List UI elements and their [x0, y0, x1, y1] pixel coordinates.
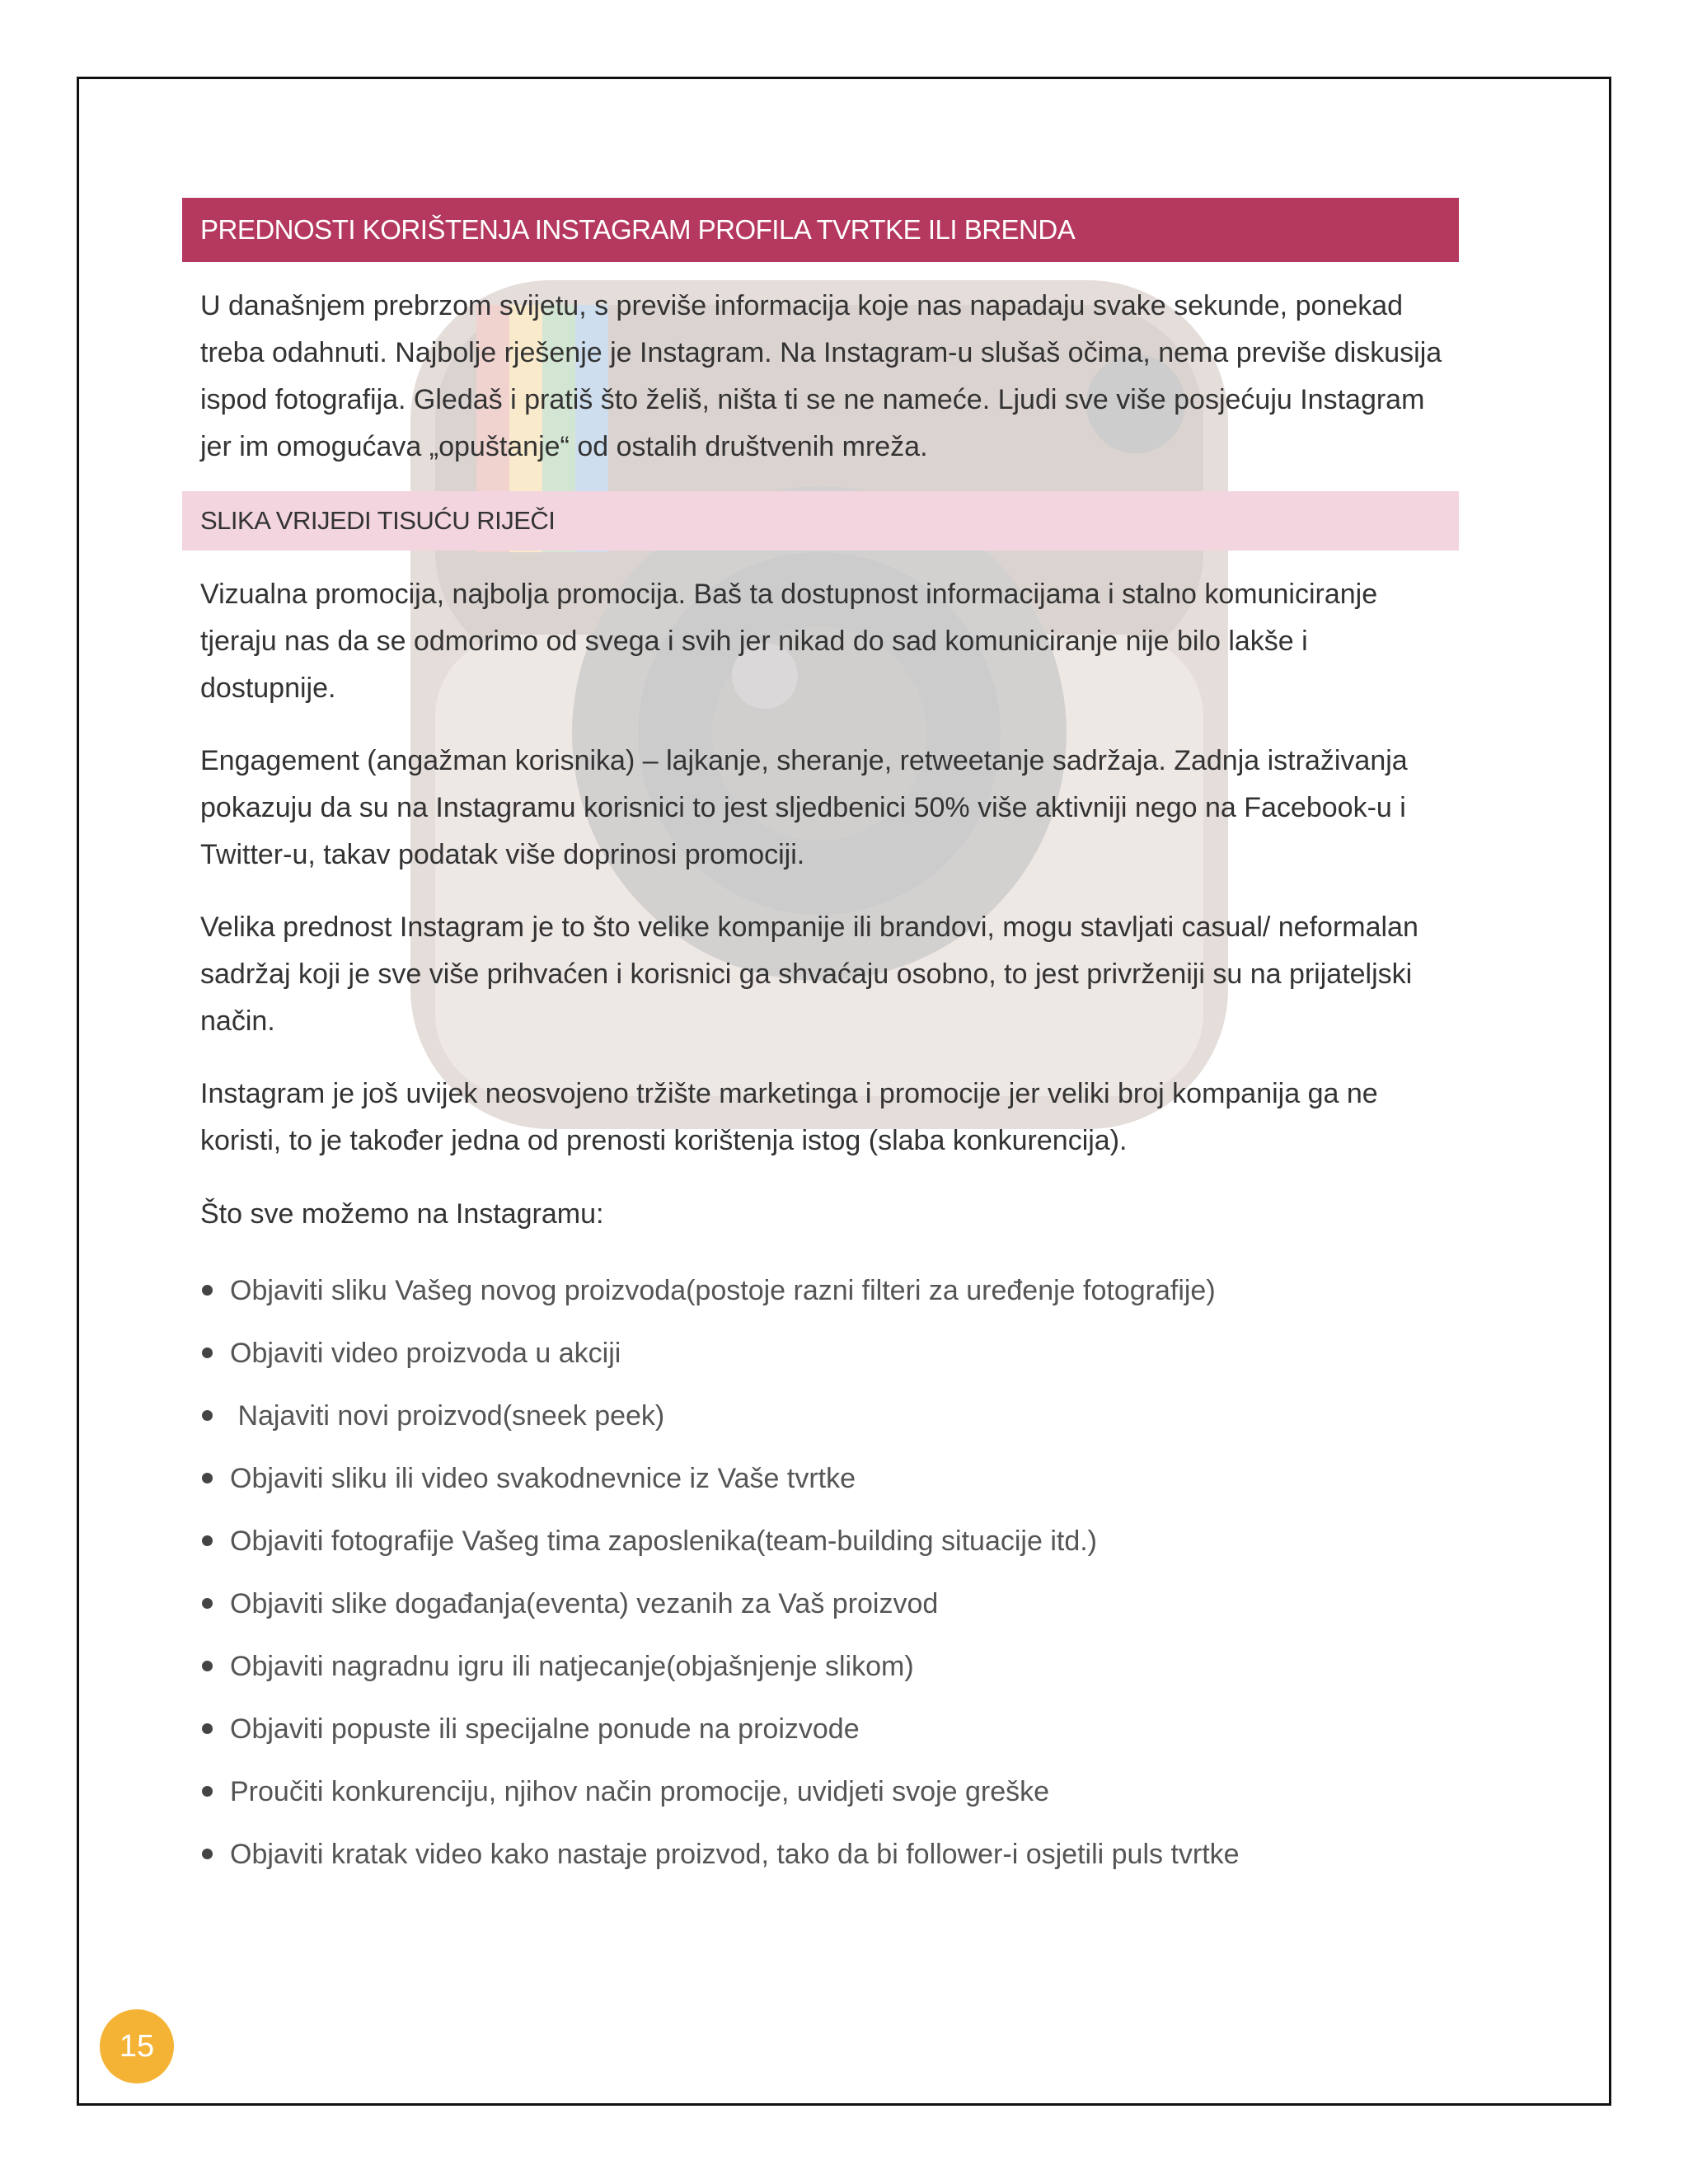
list-item	[200, 1510, 1459, 1572]
bullet-icon	[202, 1347, 213, 1358]
list-item	[200, 1635, 1459, 1698]
list-item	[200, 1572, 1459, 1635]
list-item	[200, 1698, 1459, 1760]
list-item-text: Objaviti kratak video kako nastaje proizvod, tako da bi follower-i osjetili puls tvrtke	[230, 1839, 1240, 1870]
list-item	[200, 1447, 1459, 1510]
bullet-icon	[202, 1535, 213, 1546]
bullet-list	[182, 1259, 1459, 1886]
list-item	[200, 1823, 1459, 1886]
list-item-text: Objaviti nagradnu igru ili natjecanje(objašnjenje slikom)	[230, 1651, 914, 1682]
paragraph-casual-content: Velika prednost Instagram je to što velike kompanije ili brandovi, mogu stavljati casual/ neformalan sadržaj koji je sve više prihvaćen i korisnici ga shvaćaju osobno, to jest privrženiji su na prijateljski način.	[200, 912, 1418, 1037]
bullet-icon	[202, 1473, 213, 1483]
list-item	[200, 1322, 1459, 1385]
section-subheading: SLIKA VRIJEDI TISUĆU RIJEČI	[182, 491, 1459, 551]
list-item-text: Objaviti popuste ili specijalne ponude na proizvode	[230, 1713, 860, 1745]
list-item-text: Najaviti novi proizvod(sneek peek)	[230, 1400, 665, 1432]
list-item-text: Objaviti slike događanja(eventa) vezanih za Vaš proizvod	[230, 1588, 939, 1619]
intro-paragraph: U današnjem prebrzom svijetu, s previše informacija koje nas napadaju svake sekunde, ponekad treba odahnuti. Najbolje rješenje je Instagram. Na Instagram-u slušaš očima, nema previše diskusija ispod fotografija. Gledaš i pratiš što želiš, ništa ti se ne nameće. Ljudi sve više posjećuju Instagram jer im omogućava „opuštanje“ od ostalih društvenih mreža.	[200, 290, 1442, 462]
list-item-text: Objaviti sliku Vašeg novog proizvoda(postoje razni filteri za uređenje fotografije)	[230, 1275, 1216, 1306]
bullet-icon	[202, 1598, 213, 1609]
list-item-text: Proučiti konkurenciju, njihov način promocije, uvidjeti svoje greške	[230, 1776, 1050, 1807]
list-item-text: Objaviti video proizvoda u akciji	[230, 1338, 621, 1369]
list-item	[200, 1259, 1459, 1322]
paragraph-visual-promotion: Vizualna promocija, najbolja promocija. Baš ta dostupnost informacijama i stalno komuniciranje tjeraju nas da se odmorimo od svega i svih jer nikad do sad komuniciranje nije bilo lakše i dostupnije.	[200, 579, 1378, 704]
bullet-icon	[202, 1661, 213, 1671]
list-item	[200, 1760, 1459, 1823]
bullet-icon	[202, 1285, 213, 1296]
bullet-icon	[202, 1723, 213, 1734]
list-item	[200, 1385, 1459, 1447]
section-heading: PREDNOSTI KORIŠTENJA INSTAGRAM PROFILA TVRTKE ILI BRENDA	[182, 198, 1459, 262]
bullet-icon	[202, 1786, 213, 1797]
page-content	[182, 198, 1459, 1886]
list-item-text: Objaviti sliku ili video svakodnevnice iz Vaše tvrtke	[230, 1463, 856, 1494]
list-intro: Što sve možemo na Instagramu:	[200, 1198, 604, 1230]
list-item-text: Objaviti fotografije Vašeg tima zaposlenika(team-building situacije itd.)	[230, 1526, 1097, 1557]
paragraph-engagement: Engagement (angažman korisnika) – lajkanje, sheranje, retweetanje sadržaja. Zadnja istraživanja pokazuju da su na Instagramu korisnici to jest sljedbenici 50% više aktivniji nego na Facebook-u i Twitter-u, takav podatak više doprinosi promociji.	[200, 745, 1408, 870]
page-number-badge: 15	[100, 2009, 174, 2083]
paragraph-untapped-market: Instagram je još uvijek neosvojeno tržište marketinga i promocije jer veliki broj kompanija ga ne koristi, to je također jedna od prenosti korištenja istog (slaba konkurencija).	[200, 1078, 1378, 1156]
bullet-icon	[202, 1849, 213, 1859]
bullet-icon	[202, 1410, 213, 1421]
